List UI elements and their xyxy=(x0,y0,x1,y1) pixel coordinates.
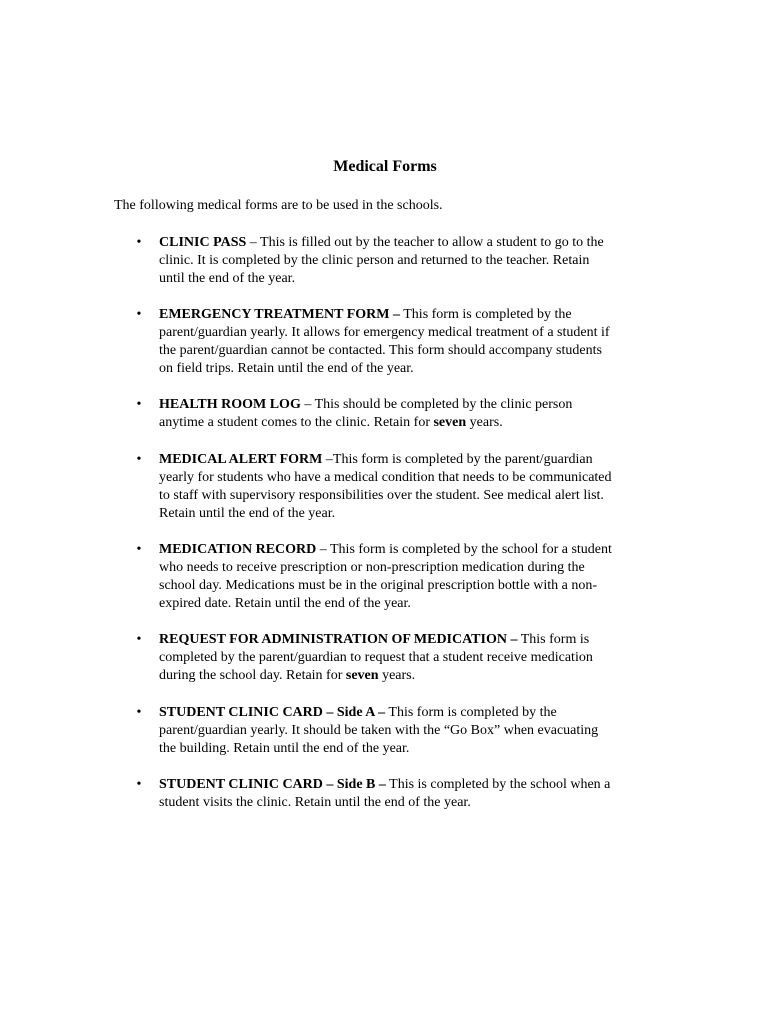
form-description-text: This form is completed by the xyxy=(400,307,572,322)
form-description-line xyxy=(159,740,659,758)
form-description-text: This form is xyxy=(517,632,590,647)
form-list-item xyxy=(136,396,659,432)
form-description-text: student visits the clinic. Retain until the end of the year. xyxy=(159,795,471,811)
form-name-text: seven xyxy=(433,415,467,431)
form-description-text: Retain until the end of the year. xyxy=(159,506,336,522)
bullet-icon: • xyxy=(136,307,142,322)
form-description-text: – This form is completed by the school for a student xyxy=(316,542,612,557)
form-name-text: STUDENT CLINIC CARD – Side B – xyxy=(159,777,386,792)
form-name-text: STUDENT CLINIC CARD – Side A – xyxy=(159,705,386,720)
form-name-text: CLINIC PASS xyxy=(159,235,247,250)
form-description-line xyxy=(159,577,659,595)
form-description-text: on field trips. Retain until the end of the year. xyxy=(159,361,414,377)
form-description-line xyxy=(159,595,659,613)
form-description-text: – This is filled out by the teacher to allow a student to go to the xyxy=(246,235,604,250)
form-list-item xyxy=(136,776,659,812)
form-description-text: clinic. It is completed by the clinic person and returned to the teacher. Retain xyxy=(159,253,590,269)
form-description-text: years. xyxy=(466,415,503,431)
form-description-line xyxy=(159,649,659,667)
document-title: Medical Forms xyxy=(333,158,437,175)
form-description-line xyxy=(159,776,659,794)
form-description-line xyxy=(159,306,659,324)
form-description-text: parent/guardian yearly. It allows for emergency medical treatment of a student if xyxy=(159,325,610,341)
form-description-line xyxy=(159,270,659,288)
form-description-text: anytime a student comes to the clinic. Retain for xyxy=(159,415,434,431)
form-description-line xyxy=(159,234,659,252)
form-description-text: completed by the parent/guardian to request that a student receive medication xyxy=(159,650,593,666)
form-description-line xyxy=(159,794,659,812)
form-description-line xyxy=(159,414,659,432)
form-description-text: parent/guardian yearly. It should be taken with the “Go Box” when evacuating xyxy=(159,723,599,739)
form-description-text: –This form is completed by the parent/guardian xyxy=(322,452,593,467)
form-name-text: seven xyxy=(345,668,379,684)
form-name-text: MEDICAL ALERT FORM xyxy=(159,452,323,467)
form-description-text: to staff with supervisory responsibilities over the student. See medical alert list. xyxy=(159,488,604,504)
form-list-item xyxy=(136,631,659,685)
form-description-line xyxy=(159,252,659,270)
bullet-icon: • xyxy=(136,777,142,792)
form-description-line xyxy=(159,342,659,360)
form-description-text: This is completed by the school when a xyxy=(385,777,611,792)
form-list-item xyxy=(136,306,659,378)
form-description-text: yearly for students who have a medical condition that needs to be communicated xyxy=(159,470,612,486)
form-description-line xyxy=(159,487,659,505)
form-description-line xyxy=(159,667,659,685)
bullet-icon: • xyxy=(136,705,142,720)
form-description-text: the building. Retain until the end of the year. xyxy=(159,741,410,757)
bullet-icon: • xyxy=(136,542,142,557)
form-description-line xyxy=(159,451,659,469)
form-description-text: during the school day. Retain for xyxy=(159,668,346,684)
bullet-icon: • xyxy=(136,452,142,467)
bullet-icon: • xyxy=(136,397,142,412)
form-description-line xyxy=(159,505,659,523)
form-name-text: HEALTH ROOM LOG xyxy=(159,397,301,412)
form-list-item xyxy=(136,451,659,523)
form-list-item xyxy=(136,541,659,613)
form-description-line xyxy=(159,722,659,740)
form-name-text: MEDICATION RECORD xyxy=(159,542,317,557)
form-list-item xyxy=(136,704,659,758)
form-description-line xyxy=(159,360,659,378)
form-description-line xyxy=(159,324,659,342)
form-description-text: until the end of the year. xyxy=(159,271,296,287)
form-description-line xyxy=(159,704,659,722)
bullet-icon: • xyxy=(136,235,142,250)
form-name-text: EMERGENCY TREATMENT FORM – xyxy=(159,307,400,322)
form-description-text: years. xyxy=(378,668,416,684)
form-description-text: the parent/guardian cannot be contacted. This form should accompany students xyxy=(159,343,602,359)
form-description-text: expired date. Retain until the end of the year. xyxy=(159,596,411,612)
form-description-text: who needs to receive prescription or non-prescription medication during the xyxy=(159,560,585,576)
form-list-item xyxy=(136,234,659,288)
form-description-line xyxy=(159,541,659,559)
form-description-line xyxy=(159,396,659,414)
form-description-text: – This should be completed by the clinic person xyxy=(300,397,573,412)
form-description-line xyxy=(159,631,659,649)
form-name-text: REQUEST FOR ADMINISTRATION OF MEDICATION – xyxy=(159,632,518,647)
form-description-text: school day. Medications must be in the original prescription bottle with a non- xyxy=(159,578,598,594)
form-description-line xyxy=(159,559,659,577)
bullet-icon: • xyxy=(136,632,142,647)
intro-text: The following medical forms are to be used in the schools. xyxy=(114,198,443,213)
form-description-line xyxy=(159,469,659,487)
form-description-text: This form is completed by the xyxy=(385,705,557,720)
